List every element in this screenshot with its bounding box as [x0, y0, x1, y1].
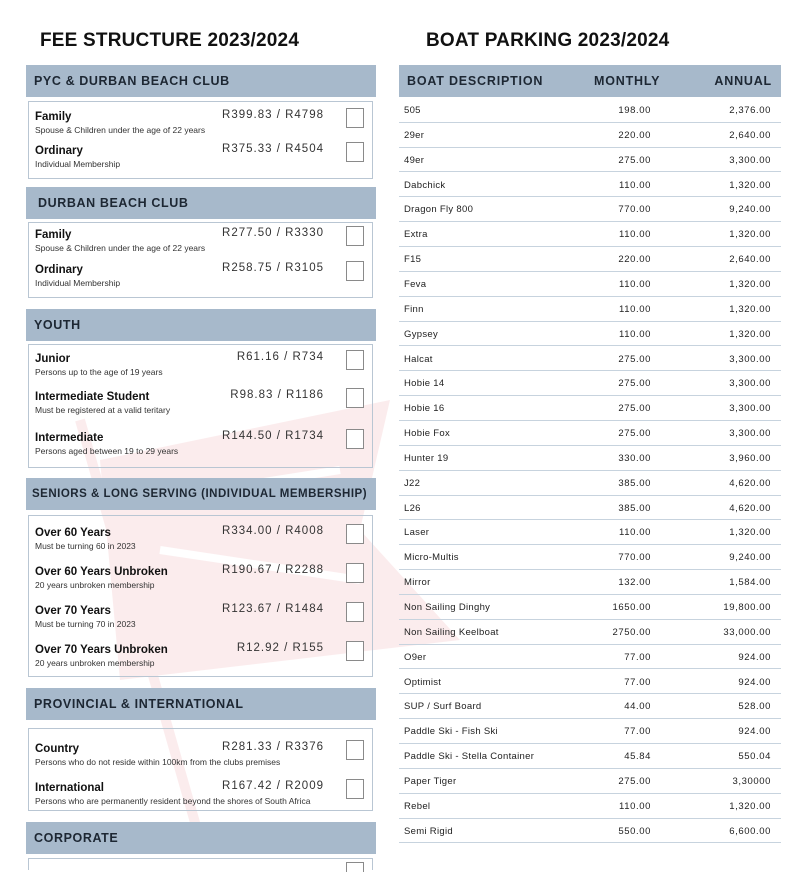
monthly-fee: 110.00: [619, 328, 651, 340]
annual-fee: 3,960.00: [729, 452, 771, 464]
monthly-fee: 110.00: [619, 800, 651, 812]
fee-row: [35, 264, 372, 300]
fee-checkbox[interactable]: [346, 524, 364, 544]
fee-checkbox[interactable]: [346, 108, 364, 128]
table-row: [399, 819, 781, 844]
monthly-fee: 110.00: [619, 303, 651, 315]
fee-desc: Persons aged between 19 to 29 years: [35, 446, 179, 456]
boat-description: L26: [404, 502, 421, 514]
annual-fee: 528.00: [738, 701, 771, 713]
annual-fee: 3,300.00: [729, 378, 771, 390]
fee-name: Over 60 Years Unbroken: [35, 566, 168, 578]
fee-price: R144.50 / R1734: [222, 430, 324, 442]
section-dbc: [28, 222, 373, 298]
boat-description: SUP / Surf Board: [404, 701, 482, 713]
monthly-fee: 220.00: [618, 254, 651, 266]
fee-checkbox[interactable]: [346, 740, 364, 760]
fee-desc: Spouse & Children under the age of 22 years: [35, 243, 206, 253]
section-seniors: [28, 515, 373, 677]
monthly-fee: 77.00: [624, 726, 651, 738]
fee-price: R167.42 / R2009: [222, 780, 324, 792]
fee-desc: Individual Membership: [35, 159, 121, 169]
boat-description: 505: [404, 105, 421, 116]
section-heading-pyc-dbc: PYC & DURBAN BEACH CLUB: [26, 65, 376, 97]
table-row: [399, 197, 781, 222]
fee-price: R98.83 / R1186: [230, 389, 324, 401]
col-header-monthly: MONTHLY: [594, 74, 661, 88]
annual-fee: 33,000.00: [723, 626, 771, 638]
fee-name: Ordinary: [35, 145, 83, 157]
fee-desc: Persons who do not reside within 100km from the clubs premises: [35, 757, 281, 767]
boat-description: Extra: [404, 229, 428, 241]
annual-fee: 924.00: [738, 676, 771, 688]
annual-fee: 2,376.00: [729, 105, 771, 116]
fee-price: R281.33 / R3376: [222, 741, 324, 753]
annual-fee: 2,640.00: [729, 254, 771, 266]
boat-description: 49er: [404, 154, 425, 166]
fee-checkbox[interactable]: [346, 429, 364, 449]
table-row: [399, 520, 781, 545]
fee-row: [35, 432, 372, 468]
boat-description: Laser: [404, 527, 430, 539]
annual-fee: 924.00: [738, 726, 771, 738]
table-row: [399, 744, 781, 769]
col-header-description: BOAT DESCRIPTION: [407, 74, 544, 88]
fee-row: [35, 605, 372, 641]
fee-price: R399.83 / R4798: [222, 109, 324, 121]
fee-desc: Individual Membership: [35, 278, 121, 288]
table-row: [399, 347, 781, 372]
annual-fee: 4,620.00: [729, 502, 771, 514]
fee-desc: 20 years unbroken membership: [35, 658, 155, 668]
fee-row: [35, 644, 372, 680]
fee-desc: 20 years unbroken membership: [35, 580, 155, 590]
fee-name: Over 70 Years: [35, 605, 111, 617]
annual-fee: 4,620.00: [729, 477, 771, 489]
fee-desc: Must be turning 70 in 2023: [35, 619, 136, 629]
fee-name: Junior: [35, 353, 71, 365]
boat-description: Paddle Ski - Stella Container: [404, 751, 535, 763]
fee-checkbox[interactable]: [346, 779, 364, 799]
boat-description: J22: [404, 477, 421, 489]
boat-description: Paper Tiger: [404, 775, 457, 787]
monthly-fee: 550.00: [618, 825, 651, 837]
fee-desc: Spouse & Children under the age of 22 years: [35, 125, 206, 135]
fee-price: R123.67 / R1484: [222, 603, 324, 615]
annual-fee: 1,584.00: [729, 577, 771, 589]
fee-checkbox[interactable]: [346, 602, 364, 622]
table-row: [399, 421, 781, 446]
fee-row: [35, 391, 372, 427]
monthly-fee: 77.00: [624, 676, 651, 688]
fee-price: R258.75 / R3105: [222, 262, 324, 274]
table-row: [399, 645, 781, 670]
boat-parking-title: BOAT PARKING 2023/2024: [426, 30, 670, 51]
monthly-fee: 770.00: [618, 552, 651, 564]
fee-checkbox[interactable]: [346, 350, 364, 370]
fee-row: [35, 111, 372, 147]
monthly-fee: 110.00: [619, 278, 651, 290]
table-row: [399, 173, 781, 198]
boat-description: Hobie Fox: [404, 428, 450, 440]
fee-price: R277.50 / R3330: [222, 227, 324, 239]
fee-row: [35, 782, 372, 818]
section-corporate: [28, 858, 373, 870]
monthly-fee: 275.00: [618, 378, 651, 390]
monthly-fee: 770.00: [618, 204, 651, 216]
boat-description: Mirror: [404, 577, 431, 589]
boat-description: Feva: [404, 278, 427, 290]
annual-fee: 3,30000: [732, 775, 771, 787]
fee-desc: Must be turning 60 in 2023: [35, 541, 136, 551]
fee-name: Country: [35, 743, 80, 755]
table-row: [399, 247, 781, 272]
boat-description: Hunter 19: [404, 452, 449, 464]
table-row: [399, 670, 781, 695]
fee-price: R61.16 / R734: [236, 351, 324, 363]
table-row: [399, 98, 781, 123]
fee-checkbox[interactable]: [346, 142, 364, 162]
table-row: [399, 794, 781, 819]
boat-description: Halcat: [404, 353, 433, 365]
boat-description: Dragon Fly 800: [404, 204, 474, 216]
section-heading-seniors: SENIORS & LONG SERVING (INDIVIDUAL MEMBERSHIP): [26, 478, 376, 510]
table-row: [399, 222, 781, 247]
annual-fee: 1,320.00: [729, 800, 771, 812]
fee-row: [35, 353, 372, 389]
fee-structure-title: FEE STRUCTURE 2023/2024: [40, 30, 300, 51]
fee-checkbox[interactable]: [346, 388, 364, 408]
boat-description: Hobie 16: [404, 403, 445, 415]
table-row: [399, 595, 781, 620]
fee-name: Intermediate: [35, 432, 104, 444]
table-row: [399, 446, 781, 471]
monthly-fee: 275.00: [618, 154, 651, 166]
table-row: [399, 570, 781, 595]
fee-row: [35, 566, 372, 602]
monthly-fee: 385.00: [618, 502, 651, 514]
monthly-fee: 110.00: [619, 229, 651, 241]
monthly-fee: 2750.00: [612, 626, 651, 638]
fee-price: R334.00 / R4008: [222, 525, 324, 537]
fee-name: International: [35, 782, 105, 794]
table-row: [399, 297, 781, 322]
col-header-annual: ANNUAL: [714, 74, 772, 88]
fee-desc: Persons up to the age of 19 years: [35, 367, 163, 377]
table-row: [399, 396, 781, 421]
table-row: [399, 272, 781, 297]
monthly-fee: 275.00: [618, 428, 651, 440]
annual-fee: 3,300.00: [729, 154, 771, 166]
table-row: [399, 769, 781, 794]
fee-price: R190.67 / R2288: [222, 564, 324, 576]
annual-fee: 1,320.00: [729, 303, 771, 315]
monthly-fee: 110.00: [619, 527, 651, 539]
monthly-fee: 275.00: [618, 353, 651, 365]
annual-fee: 2,640.00: [729, 129, 771, 141]
monthly-fee: 330.00: [618, 452, 651, 464]
monthly-fee: 198.00: [618, 105, 651, 116]
boat-description: Semi Rigid: [404, 825, 453, 837]
annual-fee: 1,320.00: [729, 527, 771, 539]
fee-desc: Persons who are permanently resident beyond the shores of South Africa: [35, 796, 311, 806]
table-row: [399, 545, 781, 570]
fee-name: Over 70 Years Unbroken: [35, 644, 168, 656]
boat-description: Micro-Multis: [404, 552, 459, 564]
monthly-fee: 110.00: [619, 179, 651, 191]
fee-name: Family: [35, 229, 72, 241]
fee-row: [35, 527, 372, 563]
annual-fee: 1,320.00: [729, 179, 771, 191]
boat-description: 29er: [404, 129, 425, 141]
table-row: [399, 719, 781, 744]
monthly-fee: 385.00: [618, 477, 651, 489]
boat-description: O9er: [404, 651, 427, 663]
annual-fee: 19,800.00: [723, 602, 771, 613]
boat-description: Optimist: [404, 676, 442, 688]
section-heading-dbc: DURBAN BEACH CLUB: [26, 187, 376, 219]
boat-description: Dabchick: [404, 179, 446, 191]
fee-name: Ordinary: [35, 264, 83, 276]
table-row: [399, 322, 781, 347]
fee-price: R12.92 / R155: [236, 642, 324, 654]
boat-description: Hobie 14: [404, 378, 445, 390]
monthly-fee: 220.00: [618, 129, 651, 141]
annual-fee: 3,300.00: [729, 353, 771, 365]
table-row: [399, 496, 781, 521]
section-heading-youth: YOUTH: [26, 309, 376, 341]
fee-name: Intermediate Student: [35, 391, 150, 403]
fee-checkbox[interactable]: [346, 862, 364, 872]
fee-row: [35, 229, 372, 265]
monthly-fee: 1650.00: [612, 602, 651, 613]
monthly-fee: 44.00: [624, 701, 651, 713]
table-row: [399, 694, 781, 719]
monthly-fee: 77.00: [624, 651, 651, 663]
boat-table-header: [399, 65, 781, 97]
annual-fee: 550.04: [738, 751, 771, 763]
section-heading-corporate: CORPORATE: [26, 822, 376, 854]
monthly-fee: 275.00: [618, 775, 651, 787]
fee-name: Family: [35, 111, 72, 123]
annual-fee: 6,600.00: [729, 825, 771, 837]
table-row: [399, 371, 781, 396]
monthly-fee: 132.00: [618, 577, 651, 589]
boat-description: Non Sailing Keelboat: [404, 626, 499, 638]
annual-fee: 1,320.00: [729, 328, 771, 340]
fee-row: [35, 743, 372, 779]
boat-description: F15: [404, 254, 422, 266]
annual-fee: 3,300.00: [729, 428, 771, 440]
fee-checkbox[interactable]: [346, 261, 364, 281]
boat-description: Paddle Ski - Fish Ski: [404, 726, 498, 738]
monthly-fee: 275.00: [618, 403, 651, 415]
fee-checkbox[interactable]: [346, 563, 364, 583]
table-row: [399, 471, 781, 496]
section-provincial: [28, 728, 373, 811]
fee-price: R375.33 / R4504: [222, 143, 324, 155]
section-youth: [28, 344, 373, 468]
table-row: [399, 123, 781, 148]
annual-fee: 9,240.00: [729, 204, 771, 216]
fee-row: [35, 145, 372, 181]
monthly-fee: 45.84: [624, 751, 651, 763]
table-row: [399, 620, 781, 645]
annual-fee: 924.00: [738, 651, 771, 663]
table-row: [399, 148, 781, 173]
boat-description: Finn: [404, 303, 424, 315]
boat-description: Gypsey: [404, 328, 439, 340]
annual-fee: 3,300.00: [729, 403, 771, 415]
section-heading-provincial: PROVINCIAL & INTERNATIONAL: [26, 688, 376, 720]
fee-desc: Must be registered at a valid teritary: [35, 405, 171, 415]
fee-checkbox[interactable]: [346, 226, 364, 246]
boat-description: Non Sailing Dinghy: [404, 602, 491, 613]
fee-name: Over 60 Years: [35, 527, 111, 539]
annual-fee: 1,320.00: [729, 278, 771, 290]
annual-fee: 1,320.00: [729, 229, 771, 241]
boat-description: Rebel: [404, 800, 431, 812]
fee-checkbox[interactable]: [346, 641, 364, 661]
annual-fee: 9,240.00: [729, 552, 771, 564]
section-pyc-dbc: [28, 101, 373, 179]
